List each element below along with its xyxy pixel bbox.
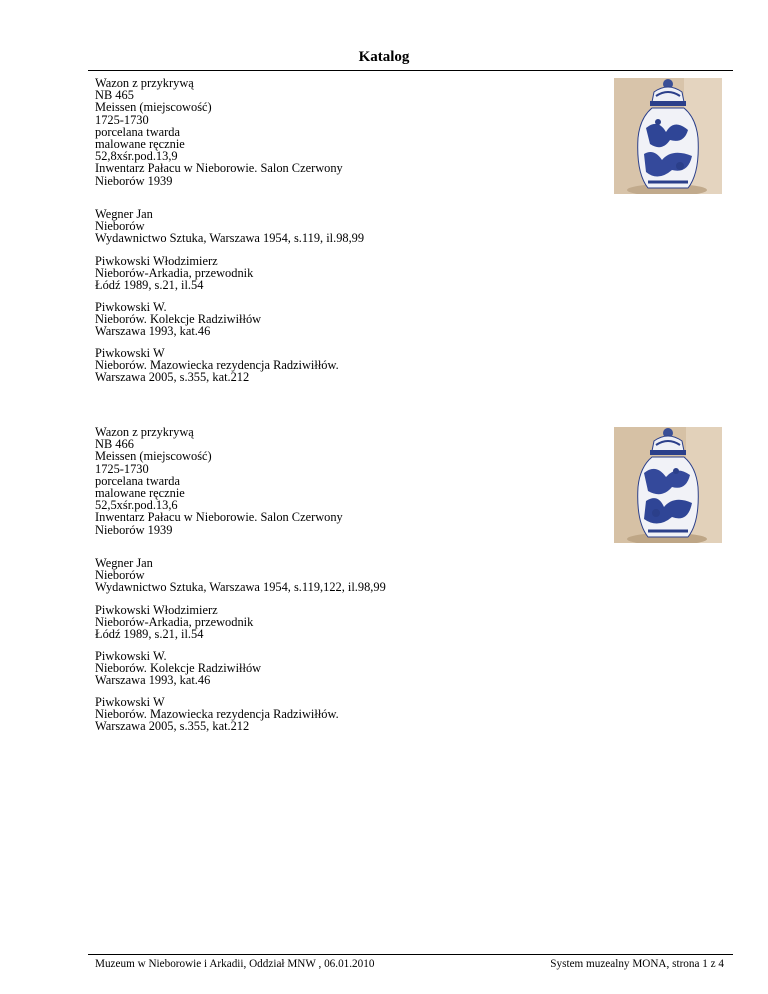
object-name: Wazon z przykrywą bbox=[95, 76, 194, 90]
object-number: NB 466 bbox=[95, 437, 134, 452]
object-date: 1725-1730 bbox=[95, 112, 149, 127]
bibliography-item bbox=[95, 347, 339, 384]
vase-photo bbox=[614, 427, 722, 543]
bibliography-publication: Warszawa 1993, kat.46 bbox=[95, 673, 211, 688]
vase-photo bbox=[614, 78, 722, 194]
footer-institution: Muzeum w Nieborowie i Arkadii, Oddział MNW , 06.01.2010 bbox=[95, 958, 375, 970]
bibliography-item bbox=[95, 696, 339, 733]
bibliography-title: Nieborów. Mazowiecka rezydencja Radziwiłłów. bbox=[95, 358, 339, 373]
bibliography-title: Nieborów-Arkadia, przewodnik bbox=[95, 615, 254, 630]
bibliography-item bbox=[95, 255, 253, 292]
header-rule bbox=[88, 70, 733, 71]
object-inventory-year: Nieborów 1939 bbox=[95, 522, 173, 537]
bibliography-publication: Wydawnictwo Sztuka, Warszawa 1954, s.119, il.98,99 bbox=[95, 231, 365, 246]
bibliography-item bbox=[95, 557, 386, 594]
object-name: Wazon z przykrywą bbox=[95, 425, 194, 439]
object-dimensions: 52,8xśr.pod.13,9 bbox=[95, 149, 178, 164]
object-technique: malowane ręcznie bbox=[95, 137, 185, 152]
bibliography-title: Nieborów-Arkadia, przewodnik bbox=[95, 266, 254, 281]
bibliography-item bbox=[95, 301, 261, 338]
bibliography-author: Piwkowski W bbox=[95, 346, 165, 360]
bibliography-author: Piwkowski Włodzimierz bbox=[95, 254, 218, 268]
bibliography-publication: Łódź 1989, s.21, il.54 bbox=[95, 627, 204, 642]
bibliography-author: Piwkowski W. bbox=[95, 649, 167, 663]
object-record-2 bbox=[95, 426, 343, 536]
bibliography-item bbox=[95, 650, 261, 687]
object-dimensions: 52,5xśr.pod.13,6 bbox=[95, 498, 178, 513]
bibliography-publication: Warszawa 2005, s.355, kat.212 bbox=[95, 719, 250, 734]
object-inventory: Inwentarz Pałacu w Nieborowie. Salon Czerwony bbox=[95, 510, 343, 525]
page-title: Katalog bbox=[358, 49, 410, 65]
object-technique: malowane ręcznie bbox=[95, 486, 185, 501]
object-material: porcelana twarda bbox=[95, 473, 180, 488]
object-material: porcelana twarda bbox=[95, 124, 180, 139]
object-inventory: Inwentarz Pałacu w Nieborowie. Salon Czerwony bbox=[95, 161, 343, 176]
bibliography-title: Nieborów. Kolekcje Radziwiłłów bbox=[95, 312, 262, 327]
footer-rule bbox=[88, 954, 733, 955]
object-date: 1725-1730 bbox=[95, 461, 149, 476]
bibliography-item bbox=[95, 604, 253, 641]
bibliography-publication: Warszawa 2005, s.355, kat.212 bbox=[95, 370, 250, 385]
object-place: Meissen (miejscowość) bbox=[95, 449, 212, 464]
bibliography-item bbox=[95, 208, 364, 245]
object-inventory-year: Nieborów 1939 bbox=[95, 173, 173, 188]
bibliography-title: Nieborów bbox=[95, 568, 145, 583]
bibliography-author: Piwkowski W. bbox=[95, 300, 167, 314]
bibliography-author: Wegner Jan bbox=[95, 207, 153, 221]
bibliography-publication: Łódź 1989, s.21, il.54 bbox=[95, 278, 204, 293]
bibliography-author: Wegner Jan bbox=[95, 556, 153, 570]
bibliography-title: Nieborów bbox=[95, 219, 145, 234]
bibliography-publication: Warszawa 1993, kat.46 bbox=[95, 324, 211, 339]
bibliography-title: Nieborów. Kolekcje Radziwiłłów bbox=[95, 661, 262, 676]
bibliography-title: Nieborów. Mazowiecka rezydencja Radziwiłłów. bbox=[95, 707, 339, 722]
object-record-1 bbox=[95, 77, 343, 187]
object-place: Meissen (miejscowość) bbox=[95, 100, 212, 115]
footer-page-info: System muzealny MONA, strona 1 z 4 bbox=[550, 958, 724, 970]
object-number: NB 465 bbox=[95, 88, 134, 103]
bibliography-publication: Wydawnictwo Sztuka, Warszawa 1954, s.119,122, il.98,99 bbox=[95, 580, 386, 595]
bibliography-author: Piwkowski W bbox=[95, 695, 165, 709]
bibliography-author: Piwkowski Włodzimierz bbox=[95, 603, 218, 617]
